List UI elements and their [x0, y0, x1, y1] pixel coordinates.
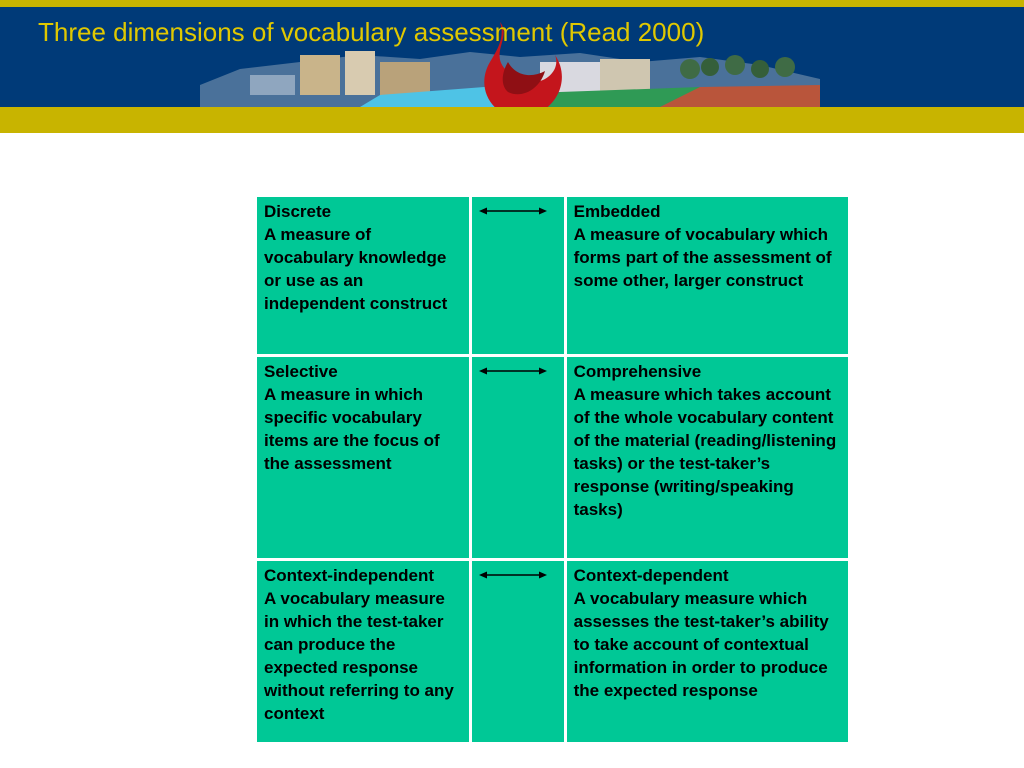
banner-top-stripe: [0, 0, 1024, 7]
table-row: [256, 356, 850, 560]
left-description: A vocabulary measure in which the test-taker can produce the expected response without referring to any context: [264, 589, 454, 723]
arrow-cell: [470, 356, 565, 560]
left-term: Discrete: [264, 202, 332, 221]
banner-bottom-stripe: [0, 107, 1024, 133]
right-term: Embedded: [573, 202, 661, 221]
right-term: Context-dependent: [573, 566, 729, 585]
left-term: Selective: [264, 362, 338, 381]
right-cell: [565, 356, 849, 560]
table-row: [256, 196, 850, 356]
left-cell: [256, 196, 471, 356]
double-arrow-icon: [479, 205, 547, 217]
left-cell: [256, 560, 471, 744]
left-description: A measure of vocabulary knowledge or use as an independent construct: [264, 225, 448, 313]
left-cell: [256, 356, 471, 560]
right-cell: [565, 196, 849, 356]
double-arrow-icon: [479, 365, 547, 377]
arrow-cell: [470, 560, 565, 744]
left-description: A measure in which specific vocabulary items are the focus of the assessment: [264, 385, 440, 473]
arrow-cell: [470, 196, 565, 356]
right-description: A vocabulary measure which assesses the test-taker’s ability to take account of contextual information in order to produce the expected response: [573, 589, 829, 700]
slide-title: Three dimensions of vocabulary assessment (Read 2000): [38, 17, 705, 47]
right-cell: [565, 560, 849, 744]
right-term: Comprehensive: [573, 362, 702, 381]
left-term: Context-independent: [264, 566, 434, 585]
dimensions-table: [254, 194, 851, 745]
right-description: A measure which takes account of the whole vocabulary content of the material (reading/listening tasks) or the test-taker’s response (writing/speaking tasks): [573, 385, 837, 519]
double-arrow-icon: [479, 569, 547, 581]
right-description: A measure of vocabulary which forms part of the assessment of some other, larger construct: [573, 225, 832, 290]
table-row: [256, 560, 850, 744]
